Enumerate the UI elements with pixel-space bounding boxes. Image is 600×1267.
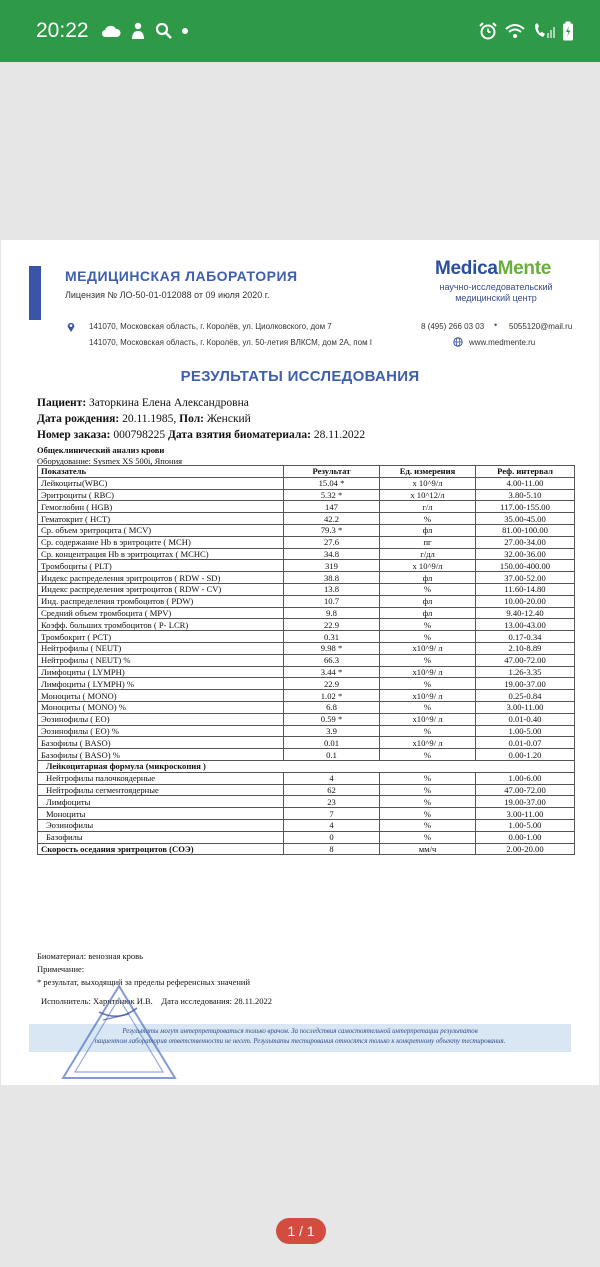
cell-ref: 19.00-37.00: [476, 796, 575, 808]
cell-result: 9.98 *: [284, 642, 380, 654]
table-row: [38, 737, 575, 749]
cell-unit: %: [380, 513, 476, 525]
cell-ref: 19.00-37.00: [476, 678, 575, 690]
location-pin-icon: [67, 322, 75, 332]
cell-name: Тромбокрит ( PCT): [38, 631, 284, 643]
table-row: [38, 796, 575, 808]
cell-result: 38.8: [284, 572, 380, 584]
email: 5055120@mail.ru: [509, 322, 573, 331]
cell-unit: %: [380, 808, 476, 820]
cell-result: 34.8: [284, 548, 380, 560]
cell-ref: 35.00-45.00: [476, 513, 575, 525]
cell-result: 6.8: [284, 701, 380, 713]
cell-result: 66.3: [284, 654, 380, 666]
person-icon: [130, 22, 146, 40]
cell-result: 10.7: [284, 595, 380, 607]
status-left-icons: [101, 22, 188, 40]
cell-ref: 0.01-0.07: [476, 737, 575, 749]
brand-subtitle: научно-исследовательский медицинский центр: [439, 282, 553, 303]
cell-name: Эритроциты ( RBC): [38, 489, 284, 501]
lab-logo-bar: [29, 266, 41, 320]
col-header: Реф. интервал: [476, 466, 575, 478]
cell-name: Ср. содержание Hb в эритроците ( MCH): [38, 536, 284, 548]
address-2: 141070, Московская область, г. Королёв, ул. 50-летия ВЛКСМ, дом 2А, пом I: [89, 338, 373, 347]
cell-ref: 2.10-8.89: [476, 642, 575, 654]
cell-name: Лимфоциты: [38, 796, 284, 808]
biomaterial: Биоматериал: венозная кровь: [37, 951, 144, 961]
cell-ref: 0.17-0.34: [476, 631, 575, 643]
cell-result: 3.9: [284, 725, 380, 737]
cell-unit: %: [380, 583, 476, 595]
cell-unit: %: [380, 796, 476, 808]
cell-unit: %: [380, 819, 476, 831]
call-signal-icon: [532, 22, 556, 40]
cell-unit: г/л: [380, 501, 476, 513]
col-header: Показатель: [38, 466, 284, 478]
section-title: Лейкоцитарная формула (микроскопия ): [38, 760, 575, 772]
cell-unit: x10^9/ л: [380, 690, 476, 702]
alarm-icon: [478, 21, 498, 41]
col-header: Ед. измерения: [380, 466, 476, 478]
cell-unit: фл: [380, 595, 476, 607]
cell-ref: 47.00-72.00: [476, 654, 575, 666]
table-row: [38, 654, 575, 666]
cell-name: Нейтрофилы палочкоядерные: [38, 772, 284, 784]
cell-ref: 10.00-20.00: [476, 595, 575, 607]
disclaimer: Результаты могут интерпретироваться только врачом. За последствия самостоятельной интерпретации результатов пациентом лаборатория ответственности не несет. Результаты тестирования относятся только к конкретному объекту тестирования.: [29, 1024, 571, 1052]
table-row: [38, 595, 575, 607]
results-table: [37, 465, 575, 855]
wifi-icon: [504, 22, 526, 40]
cell-ref: 47.00-72.00: [476, 784, 575, 796]
cell-ref: 0.00-1.00: [476, 831, 575, 843]
cell-ref: 13.00-43.00: [476, 619, 575, 631]
cell-result: 7: [284, 808, 380, 820]
status-right-icons: [478, 21, 574, 41]
cell-ref: 1.00-5.00: [476, 819, 575, 831]
cell-name: Эозинофилы ( EO) %: [38, 725, 284, 737]
cell-result: 4: [284, 819, 380, 831]
cell-unit: %: [380, 631, 476, 643]
dob-line: Дата рождения: 20.11.1985, Пол: Женский: [37, 413, 251, 425]
table-row: [38, 831, 575, 843]
cell-name: Базофилы ( BASO) %: [38, 749, 284, 761]
equipment: Оборудование: Sysmex XS 500i, Япония: [37, 456, 183, 466]
cell-name: Нейтрофилы ( NEUT) %: [38, 654, 284, 666]
cell-unit: пг: [380, 536, 476, 548]
cell-result: 27.6: [284, 536, 380, 548]
analysis-name: Общеклинический анализ крови: [37, 445, 165, 455]
cell-result: 79.3 *: [284, 524, 380, 536]
table-row: [38, 819, 575, 831]
table-row: [38, 772, 575, 784]
cell-ref: 4.00-11.00: [476, 477, 575, 489]
cell-unit: %: [380, 749, 476, 761]
cell-unit: %: [380, 772, 476, 784]
table-row: [38, 701, 575, 713]
cell-ref: 3.00-11.00: [476, 808, 575, 820]
patient-line: Пациент: Заторкина Елена Александровна: [37, 397, 249, 409]
cell-ref: 9.40-12.40: [476, 607, 575, 619]
cell-result: 13.8: [284, 583, 380, 595]
cell-unit: x 10^12/л: [380, 489, 476, 501]
table-header: [38, 466, 575, 478]
cell-name: Лимфоциты ( LYMPH) %: [38, 678, 284, 690]
cell-result: 15.04 *: [284, 477, 380, 489]
cell-unit: x 10^9/л: [380, 477, 476, 489]
table-row: [38, 548, 575, 560]
cell-name: Лейкоциты(WBC): [38, 477, 284, 489]
cell-unit: г/дл: [380, 548, 476, 560]
table-row: [38, 690, 575, 702]
cell-ref: 1.26-3.35: [476, 666, 575, 678]
note-label: Примечание:: [37, 964, 85, 974]
table-row: [38, 808, 575, 820]
cell-ref: 37.00-52.00: [476, 572, 575, 584]
cell-ref: 81.00-100.00: [476, 524, 575, 536]
order-line: Номер заказа: 000798225 Дата взятия биоматериала: 28.11.2022: [37, 429, 366, 441]
cell-result: 9.8: [284, 607, 380, 619]
table-row: [38, 489, 575, 501]
table-row: [38, 501, 575, 513]
cell-name: Моноциты: [38, 808, 284, 820]
lab-name: МЕДИЦИНСКАЯ ЛАБОРАТОРИЯ: [65, 268, 298, 284]
cell-unit: x10^9/ л: [380, 666, 476, 678]
cell-name: Гемоглобин ( HGB): [38, 501, 284, 513]
cell-ref: 0.00-1.20: [476, 749, 575, 761]
cell-ref: 150.00-400.00: [476, 560, 575, 572]
cell-result: 0.31: [284, 631, 380, 643]
cell-name: Индекс распределения эритроцитов ( RDW - SD): [38, 572, 284, 584]
table-row: [38, 572, 575, 584]
cell-ref: 3.80-5.10: [476, 489, 575, 501]
lab-stamp-icon: [59, 982, 179, 1082]
bullet-icon: •: [494, 320, 498, 330]
cell-unit: %: [380, 619, 476, 631]
table-row: [38, 666, 575, 678]
cell-result: 4: [284, 772, 380, 784]
table-row: [38, 642, 575, 654]
cell-result: 23: [284, 796, 380, 808]
cell-result: 0.01: [284, 737, 380, 749]
cell-ref: 0.25-0.84: [476, 690, 575, 702]
table-row: [38, 749, 575, 761]
table-row: [38, 619, 575, 631]
cell-name: Эозинофилы: [38, 819, 284, 831]
table-row: [38, 784, 575, 796]
cell-name: Нейтрофилы сегментоядерные: [38, 784, 284, 796]
cell-unit: %: [380, 784, 476, 796]
table-row: [38, 725, 575, 737]
table-row: [38, 607, 575, 619]
globe-icon: [453, 337, 463, 347]
cell-name: Тромбоциты ( PLT): [38, 560, 284, 572]
cell-result: 22.9: [284, 678, 380, 690]
table-row: [38, 678, 575, 690]
cell-name: Инд. распределения тромбоцитов ( PDW): [38, 595, 284, 607]
cell-result: 0.1: [284, 749, 380, 761]
cell-name: Моноциты ( MONO) %: [38, 701, 284, 713]
table-row: [38, 631, 575, 643]
cell-name: Коэфф. больших тромбоцитов ( P- LCR): [38, 619, 284, 631]
cell-name: Моноциты ( MONO): [38, 690, 284, 702]
cell-result: 5.32 *: [284, 489, 380, 501]
cell-unit: x10^9/ л: [380, 737, 476, 749]
cell-unit: %: [380, 654, 476, 666]
cell-result: 0: [284, 831, 380, 843]
cell-name: Гематокрит ( HCT): [38, 513, 284, 525]
cloud-icon: [101, 24, 121, 38]
cell-result: 62: [284, 784, 380, 796]
document-page: [1, 240, 599, 1085]
lab-license: Лицензия № ЛО-50-01-012088 от 09 июля 2020 г.: [65, 290, 270, 300]
cell-unit: фл: [380, 524, 476, 536]
cell-unit: x 10^9/л: [380, 560, 476, 572]
cell-name: Средний объем тромбоцита ( MPV): [38, 607, 284, 619]
page-indicator[interactable]: 1 / 1: [276, 1218, 326, 1244]
cell-ref: 27.00-34.00: [476, 536, 575, 548]
esr-row: Скорость оседания эритроцитов (СОЭ) 8 мм/ч 2.00-20.00: [38, 843, 575, 855]
footnote: * результат, выходящий за пределы референсных значений: [37, 977, 251, 987]
cell-unit: x10^9/ л: [380, 642, 476, 654]
cell-unit: фл: [380, 572, 476, 584]
table-row: [38, 583, 575, 595]
cell-unit: %: [380, 725, 476, 737]
status-time: 20:22: [36, 19, 89, 42]
cell-name: Лимфоциты ( LYMPH): [38, 666, 284, 678]
cell-ref: 117.00-155.00: [476, 501, 575, 513]
report-title: РЕЗУЛЬТАТЫ ИССЛЕДОВАНИЯ: [180, 368, 420, 385]
cell-name: Ср. концентрация Hb в эритроцитах ( MCHC): [38, 548, 284, 560]
cell-result: 1.02 *: [284, 690, 380, 702]
executor-line: Исполнитель: Харитонюк И.В. Дата исследования: 28.11.2022: [41, 996, 273, 1006]
cell-result: 0.59 *: [284, 713, 380, 725]
cell-result: 147: [284, 501, 380, 513]
cell-result: 22.9: [284, 619, 380, 631]
cell-name: Базофилы: [38, 831, 284, 843]
cell-ref: 0.01-0.40: [476, 713, 575, 725]
cell-ref: 1.00-6.00: [476, 772, 575, 784]
cell-result: 3.44 *: [284, 666, 380, 678]
table-row: [38, 713, 575, 725]
table-row: [38, 524, 575, 536]
brand-logo: MedicaMente: [435, 258, 552, 279]
status-bar: [0, 0, 600, 62]
cell-result: 42.2: [284, 513, 380, 525]
cell-name: Ср. объем эритроцита ( MCV): [38, 524, 284, 536]
cell-name: Нейтрофилы ( NEUT): [38, 642, 284, 654]
cell-name: Эозинофилы ( EO): [38, 713, 284, 725]
cell-unit: %: [380, 701, 476, 713]
cell-unit: x10^9/ л: [380, 713, 476, 725]
cell-unit: фл: [380, 607, 476, 619]
dot-icon: [182, 28, 188, 34]
section-row: [38, 760, 575, 772]
search-icon: [155, 22, 173, 40]
table-row: [38, 477, 575, 489]
cell-ref: 3.00-11.00: [476, 701, 575, 713]
cell-name: Базофилы ( BASO): [38, 737, 284, 749]
cell-ref: 11.60-14.80: [476, 583, 575, 595]
cell-ref: 1.00-5.00: [476, 725, 575, 737]
website: www.medmente.ru: [469, 338, 536, 347]
table-row: [38, 513, 575, 525]
address-1: 141070, Московская область, г. Королёв, ул. Циолковского, дом 7: [89, 322, 332, 331]
cell-name: Индекс распределения эритроцитов ( RDW - CV): [38, 583, 284, 595]
cell-result: 319: [284, 560, 380, 572]
cell-unit: %: [380, 678, 476, 690]
cell-ref: 32.00-36.00: [476, 548, 575, 560]
phone: 8 (495) 266 03 03: [421, 322, 485, 331]
table-row: [38, 560, 575, 572]
battery-icon: [562, 21, 574, 41]
cell-unit: %: [380, 831, 476, 843]
table-row: [38, 536, 575, 548]
col-header: Результат: [284, 466, 380, 478]
